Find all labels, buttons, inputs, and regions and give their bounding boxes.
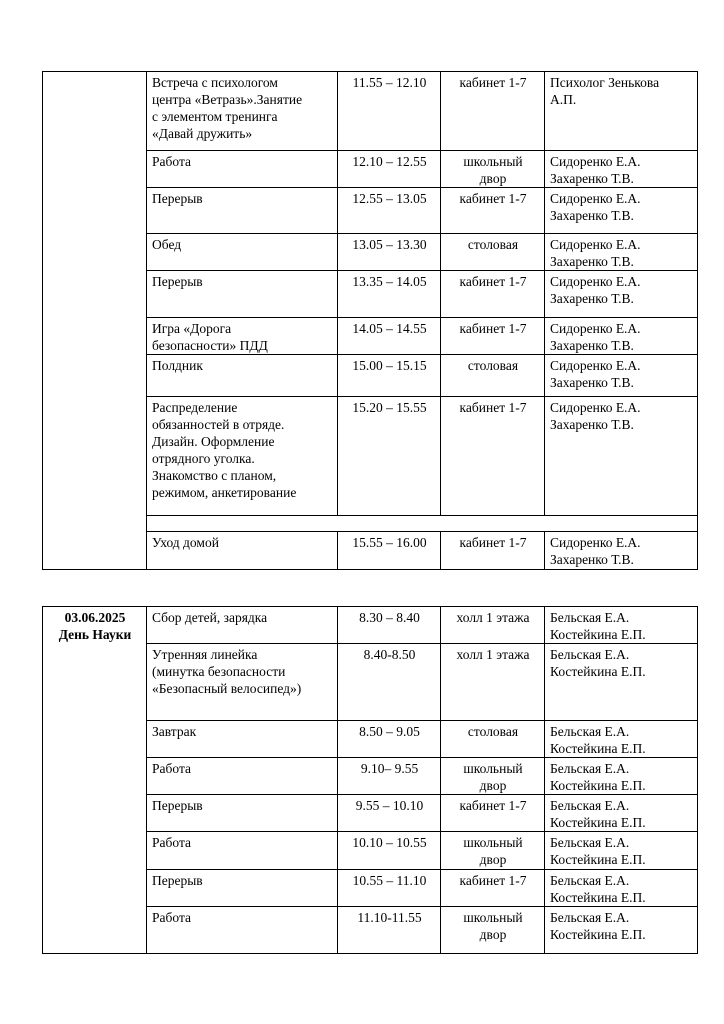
activity-text: Распределение — [152, 400, 238, 415]
time-cell: 8.40-8.50 — [338, 644, 441, 721]
responsible-cell — [545, 234, 698, 271]
activity-cell — [147, 721, 338, 758]
place-text: кабинет 1-7 — [459, 321, 527, 336]
activity-cell — [147, 795, 338, 832]
activity-text: с элементом тренинга — [152, 109, 278, 124]
place-cell — [441, 151, 545, 188]
activity-text: режимом, анкетирование — [152, 485, 297, 500]
day-title: День Науки — [58, 627, 132, 642]
place-cell — [441, 795, 545, 832]
place-text: двор — [479, 927, 507, 942]
responsible-cell — [545, 271, 698, 318]
activity-cell — [147, 607, 338, 644]
responsible-text: Бельская Е.А. — [550, 835, 630, 850]
place-text: школьный — [463, 761, 523, 776]
responsible-text: Сидоренко Е.А. — [550, 535, 641, 550]
activity-text: Работа — [152, 835, 191, 850]
responsible-cell — [545, 644, 698, 721]
activity-text: безопасности» ПДД — [152, 338, 268, 353]
responsible-text: Захаренко Т.В. — [550, 417, 634, 432]
time-cell: 9.10– 9.55 — [338, 758, 441, 795]
time-cell: 12.55 – 13.05 — [338, 188, 441, 234]
place-text: школьный — [463, 154, 523, 169]
responsible-cell — [545, 607, 698, 644]
responsible-text: Сидоренко Е.А. — [550, 400, 641, 415]
activity-cell — [147, 355, 338, 397]
responsible-text: Захаренко Т.В. — [550, 254, 634, 269]
activity-text: Встреча с психологом — [152, 75, 278, 90]
schedule-table-body — [43, 72, 698, 570]
place-text: столовая — [467, 724, 519, 739]
date-cell — [43, 607, 147, 954]
place-cell — [441, 318, 545, 355]
responsible-cell — [545, 795, 698, 832]
time-cell: 8.30 – 8.40 — [338, 607, 441, 644]
activity-cell — [147, 318, 338, 355]
responsible-text: Бельская Е.А. — [550, 798, 630, 813]
activity-text: Игра «Дорога — [152, 321, 232, 336]
responsible-text: Бельская Е.А. — [550, 647, 630, 662]
responsible-cell — [545, 397, 698, 516]
responsible-text: Сидоренко Е.А. — [550, 154, 641, 169]
responsible-cell — [545, 758, 698, 795]
time-cell: 8.50 – 9.05 — [338, 721, 441, 758]
responsible-text: Сидоренко Е.А. — [550, 321, 641, 336]
responsible-text: Костейкина Е.П. — [550, 815, 646, 830]
place-cell — [441, 532, 545, 570]
place-cell — [441, 72, 545, 151]
activity-cell — [147, 644, 338, 721]
place-text: кабинет 1-7 — [459, 798, 527, 813]
time-cell: 13.35 – 14.05 — [338, 271, 441, 318]
place-text: школьный — [463, 910, 523, 925]
activity-cell — [147, 532, 338, 570]
responsible-text: Сидоренко Е.А. — [550, 237, 641, 252]
responsible-text: Психолог Зенькова — [550, 75, 660, 90]
responsible-text: Захаренко Т.В. — [550, 291, 634, 306]
responsible-cell — [545, 870, 698, 907]
activity-text: Перерыв — [152, 873, 203, 888]
place-text: кабинет 1-7 — [459, 535, 527, 550]
responsible-text: Бельская Е.А. — [550, 761, 630, 776]
responsible-cell — [545, 318, 698, 355]
time-cell: 13.05 – 13.30 — [338, 234, 441, 271]
responsible-cell — [545, 151, 698, 188]
activity-cell — [147, 758, 338, 795]
place-cell — [441, 397, 545, 516]
responsible-text: Костейкина Е.П. — [550, 927, 646, 942]
responsible-cell — [545, 832, 698, 870]
activity-text: Перерыв — [152, 798, 203, 813]
activity-text: «Безопасный велосипед») — [152, 681, 302, 696]
place-cell — [441, 907, 545, 954]
responsible-text: Захаренко Т.В. — [550, 171, 634, 186]
responsible-text: Сидоренко Е.А. — [550, 274, 641, 289]
time-cell: 10.55 – 11.10 — [338, 870, 441, 907]
place-text: холл 1 этажа — [456, 610, 530, 625]
activity-text: Обед — [152, 237, 182, 252]
responsible-cell — [545, 721, 698, 758]
activity-text: Работа — [152, 761, 191, 776]
responsible-cell — [545, 72, 698, 151]
place-text: столовая — [467, 358, 519, 373]
schedule-table-day — [42, 606, 698, 954]
time-cell: 12.10 – 12.55 — [338, 151, 441, 188]
place-text: кабинет 1-7 — [459, 274, 527, 289]
place-cell — [441, 721, 545, 758]
responsible-text: Бельская Е.А. — [550, 910, 630, 925]
date-cell — [43, 72, 147, 570]
responsible-text: Захаренко Т.В. — [550, 338, 634, 353]
time-cell: 10.10 – 10.55 — [338, 832, 441, 870]
activity-text: обязанностей в отряде. — [152, 417, 285, 432]
place-text: кабинет 1-7 — [459, 400, 527, 415]
place-cell — [441, 607, 545, 644]
place-cell — [441, 188, 545, 234]
schedule-table-continued — [42, 71, 698, 570]
activity-cell — [147, 151, 338, 188]
responsible-text: Бельская Е.А. — [550, 873, 630, 888]
activity-text: Перерыв — [152, 274, 203, 289]
responsible-text: Костейкина Е.П. — [550, 890, 646, 905]
responsible-text: Костейкина Е.П. — [550, 741, 646, 756]
activity-text: Утренняя линейка — [152, 647, 258, 662]
place-text: столовая — [467, 237, 519, 252]
time-cell: 11.10-11.55 — [338, 907, 441, 954]
place-cell — [441, 870, 545, 907]
place-text: двор — [479, 778, 507, 793]
place-text: двор — [479, 852, 507, 867]
activity-cell — [147, 271, 338, 318]
activity-text: Работа — [152, 154, 191, 169]
place-text: кабинет 1-7 — [459, 191, 527, 206]
time-cell: 14.05 – 14.55 — [338, 318, 441, 355]
responsible-cell — [545, 355, 698, 397]
place-cell — [441, 832, 545, 870]
place-text: кабинет 1-7 — [459, 873, 527, 888]
place-text: школьный — [463, 835, 523, 850]
responsible-text: Костейкина Е.П. — [550, 778, 646, 793]
time-cell: 15.55 – 16.00 — [338, 532, 441, 570]
activity-cell — [147, 188, 338, 234]
activity-text: Знакомство с планом, — [152, 468, 277, 483]
activity-cell — [147, 72, 338, 151]
activity-text: «Давай дружить» — [152, 126, 253, 141]
responsible-text: Захаренко Т.В. — [550, 208, 634, 223]
place-cell — [441, 234, 545, 271]
activity-text: Уход домой — [152, 535, 219, 550]
table-row — [43, 72, 698, 151]
time-cell: 9.55 – 10.10 — [338, 795, 441, 832]
place-cell — [441, 355, 545, 397]
responsible-text: Захаренко Т.В. — [550, 552, 634, 567]
place-cell — [441, 644, 545, 721]
activity-text: Сбор детей, зарядка — [152, 610, 268, 625]
responsible-text: Сидоренко Е.А. — [550, 358, 641, 373]
activity-cell — [147, 870, 338, 907]
place-cell — [441, 758, 545, 795]
activity-cell — [147, 234, 338, 271]
responsible-text: Захаренко Т.В. — [550, 375, 634, 390]
activity-text: Полдник — [152, 358, 203, 373]
responsible-cell — [545, 907, 698, 954]
responsible-text: Бельская Е.А. — [550, 724, 630, 739]
activity-cell — [147, 832, 338, 870]
responsible-cell — [545, 188, 698, 234]
responsible-cell — [545, 532, 698, 570]
responsible-text: Костейкина Е.П. — [550, 627, 646, 642]
activity-text: Завтрак — [152, 724, 197, 739]
empty-cell — [147, 516, 698, 532]
place-text: холл 1 этажа — [456, 647, 530, 662]
responsible-text: Костейкина Е.П. — [550, 852, 646, 867]
time-cell: 15.20 – 15.55 — [338, 397, 441, 516]
place-cell — [441, 271, 545, 318]
activity-text: Работа — [152, 910, 191, 925]
table-row — [43, 607, 698, 644]
activity-text: Дизайн. Оформление — [152, 434, 275, 449]
day-date: 03.06.2025 — [64, 610, 126, 625]
activity-text: (минутка безопасности — [152, 664, 286, 679]
place-text: двор — [479, 171, 507, 186]
time-cell: 15.00 – 15.15 — [338, 355, 441, 397]
activity-text: центра «Ветразь».Занятие — [152, 92, 303, 107]
activity-text: Перерыв — [152, 191, 203, 206]
schedule-table-body — [43, 607, 698, 954]
activity-text: отрядного уголка. — [152, 451, 255, 466]
time-cell: 11.55 – 12.10 — [338, 72, 441, 151]
activity-cell — [147, 907, 338, 954]
activity-cell — [147, 397, 338, 516]
responsible-text: Бельская Е.А. — [550, 610, 630, 625]
place-text: кабинет 1-7 — [459, 75, 527, 90]
responsible-text: Костейкина Е.П. — [550, 664, 646, 679]
responsible-text: А.П. — [550, 92, 577, 107]
responsible-text: Сидоренко Е.А. — [550, 191, 641, 206]
